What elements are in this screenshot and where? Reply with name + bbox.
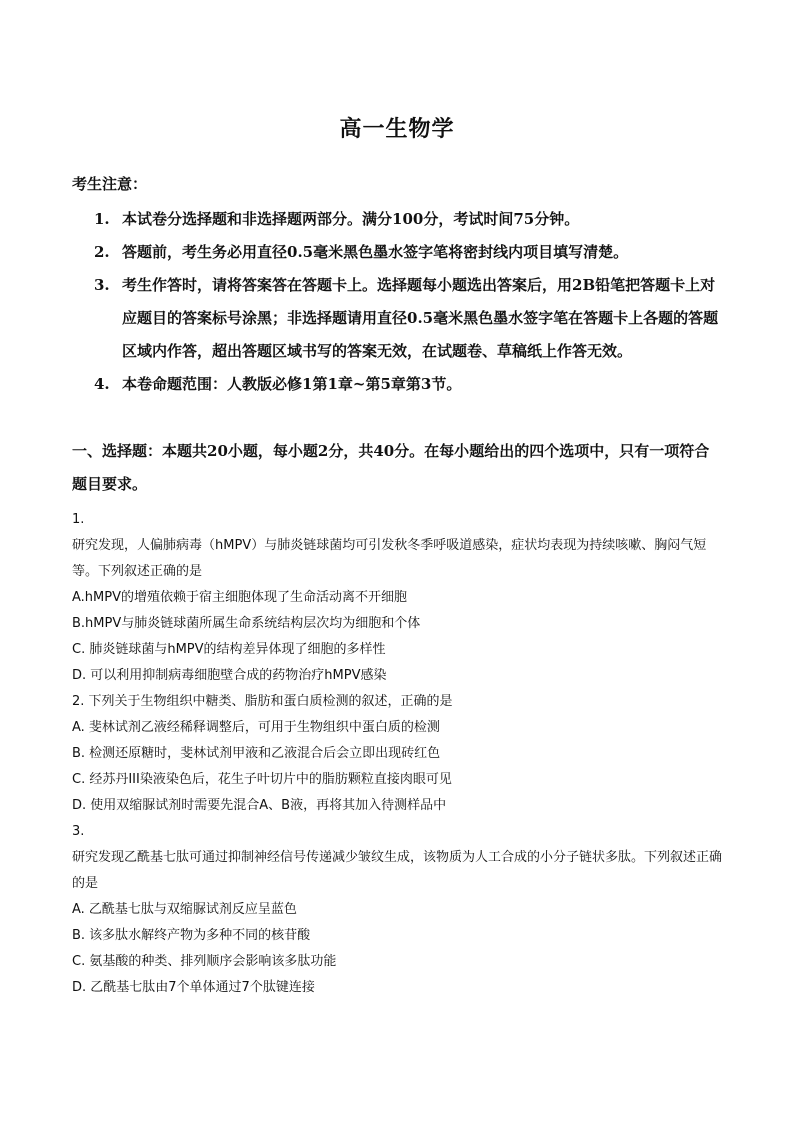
option-a: A.hMPV的增殖依赖于宿主细胞体现了生命活动离不开细胞 — [72, 590, 407, 605]
notice-number: 1. — [94, 210, 110, 228]
question-list — [72, 507, 722, 1001]
option-b: B.hMPV与肺炎链球菌所属生命系统结构层次均为细胞和个体 — [72, 616, 421, 631]
option-a: A. 乙酰基七肽与双缩脲试剂反应呈蓝色 — [72, 902, 297, 917]
question-2 — [72, 689, 722, 819]
notice-item — [94, 203, 724, 236]
section-heading: 一、选择题：本题共20小题，每小题2分，共40分。在每小题给出的四个选项中，只有一项符合题目要求。 — [72, 442, 710, 493]
option-a: A. 斐林试剂乙液经稀释调整后，可用于生物组织中蛋白质的检测 — [72, 720, 440, 735]
option-d: D. 使用双缩脲试剂时需要先混合A、B液，再将其加入待测样品中 — [72, 798, 447, 813]
notice-item — [94, 269, 724, 368]
notice-number: 4. — [94, 375, 110, 393]
option-c: C. 经苏丹III染液染色后，花生子叶切片中的脂肪颗粒直接肉眼可见 — [72, 772, 452, 787]
option-b: B. 检测还原糖时，斐林试剂甲液和乙液混合后会立即出现砖红色 — [72, 746, 441, 761]
notice-number: 2. — [94, 243, 110, 261]
question-stem: 2. 下列关于生物组织中糖类、脂肪和蛋白质检测的叙述，正确的是 — [72, 694, 453, 709]
question-1 — [72, 507, 722, 689]
notice-heading: 考生注意： — [72, 175, 148, 193]
question-stem: 研究发现，人偏肺病毒（hMPV）与肺炎链球菌均可引发秋冬季呼吸道感染，症状均表现为持续咳嗽、胸闷气短等。下列叙述正确的是 — [72, 538, 707, 579]
notice-item — [94, 236, 724, 269]
question-number: 3. — [72, 824, 85, 839]
notice-text: 本试卷分选择题和非选择题两部分。满分100分，考试时间75分钟。 — [122, 210, 580, 228]
notice-text: 考生作答时，请将答案答在答题卡上。选择题每小题选出答案后，用2B铅笔把答题卡上对应题目的答案标号涂黑；非选择题请用直径0.5毫米黑色墨水签字笔在答题卡上各题的答题区域内作答，超出答题区域书写的答案无效，在试题卷、草稿纸上作答无效。 — [122, 276, 719, 360]
question-stem: 研究发现乙酰基七肽可通过抑制神经信号传递减少皱纹生成，该物质为人工合成的小分子链状多肽。下列叙述正确的是 — [72, 850, 723, 891]
notice-item — [94, 368, 724, 401]
notice-text: 答题前，考生务必用直径0.5毫米黑色墨水签字笔将密封线内项目填写清楚。 — [122, 243, 629, 261]
notice-number: 3. — [94, 276, 110, 294]
notice-list — [94, 203, 724, 401]
question-number: 1. — [72, 512, 85, 527]
option-b: B. 该多肽水解终产物为多种不同的核苷酸 — [72, 928, 311, 943]
option-c: C. 氨基酸的种类、排列顺序会影响该多肽功能 — [72, 954, 337, 969]
option-d: D. 乙酰基七肽由7个单体通过7个肽键连接 — [72, 980, 315, 995]
notice-text: 本卷命题范围：人教版必修1第1章~第5章第3节。 — [122, 375, 462, 393]
page-title: 高一生物学 — [339, 116, 455, 142]
option-d: D. 可以利用抑制病毒细胞壁合成的药物治疗hMPV感染 — [72, 668, 387, 683]
option-c: C. 肺炎链球菌与hMPV的结构差异体现了细胞的多样性 — [72, 642, 386, 657]
question-3 — [72, 819, 722, 1001]
